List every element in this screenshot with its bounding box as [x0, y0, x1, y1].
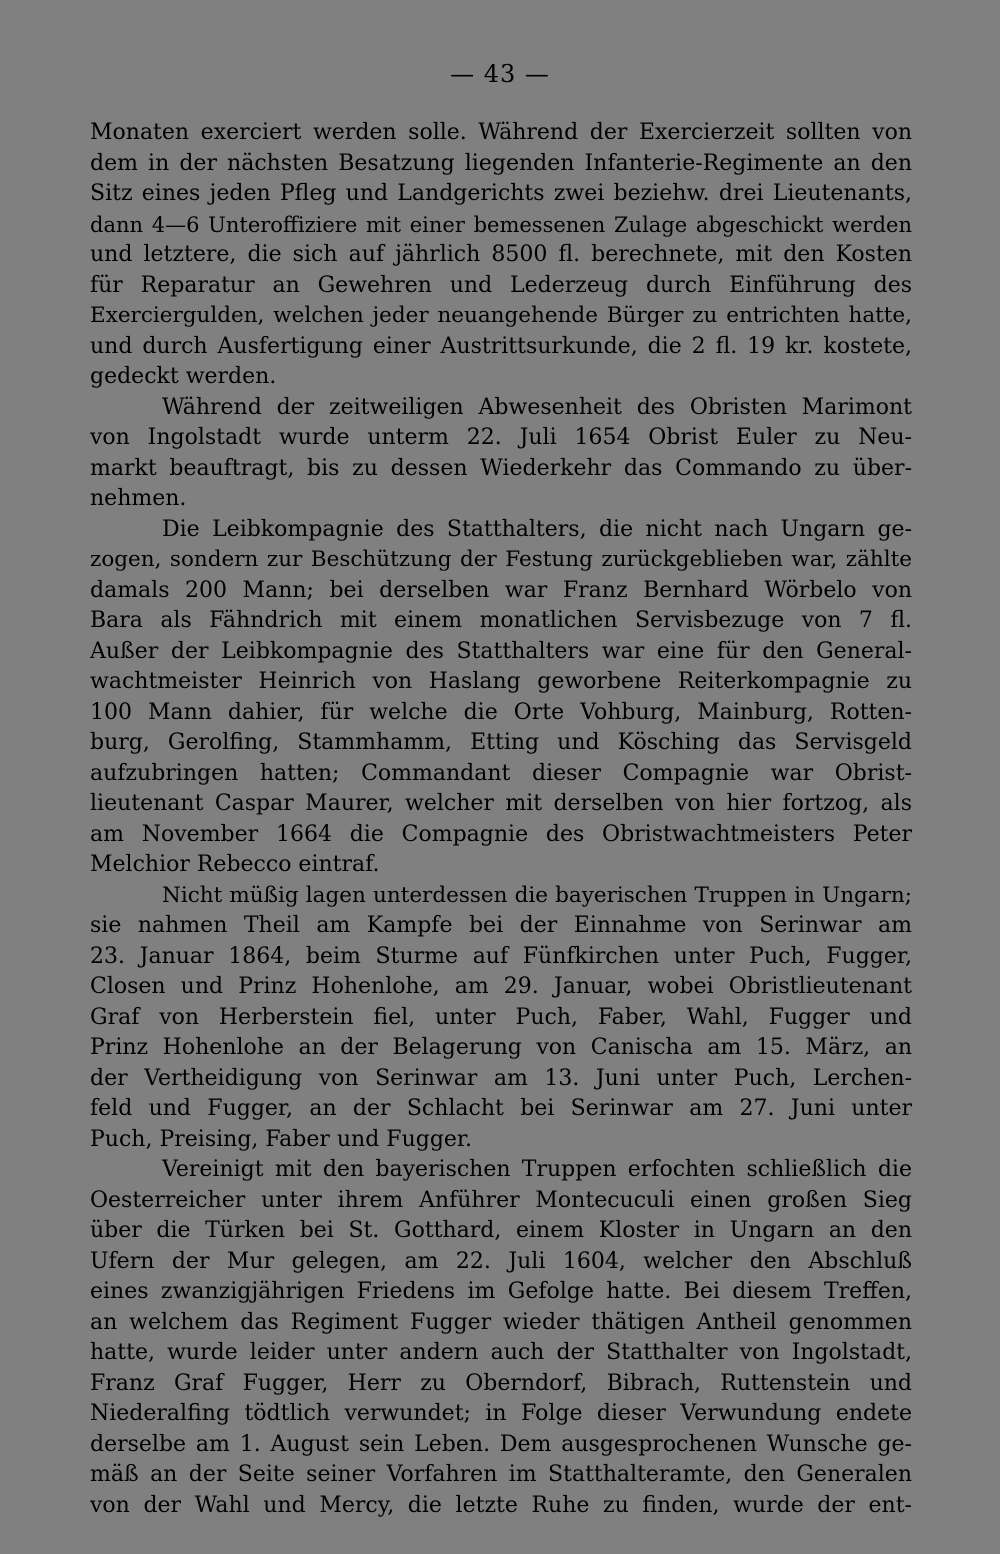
text-line: hatte, wurde leider unter andern auch der Statthalter von Ingolstadt,	[90, 1340, 912, 1365]
page-number: — 43 —	[450, 60, 550, 88]
text-line: und durch Ausfertigung einer Austrittsurkunde, die 2 fl. 19 kr. kostete,	[90, 333, 912, 359]
text-line: zogen, sondern zur Beschützung der Festung zurückgeblieben war, zählte	[90, 547, 912, 572]
text-line: nehmen.	[90, 486, 187, 511]
text-line: für Reparatur an Gewehren und Lederzeug durch Einführung des	[90, 272, 912, 298]
text-line: Oesterreicher unter ihrem Anführer Montecuculi einen großen Sieg	[90, 1187, 912, 1213]
text-line: Bara als Fähndrich mit einem monatlichen Servisbezuge von 7 fl.	[90, 608, 912, 633]
text-line: der Vertheidigung von Serinwar am 13. Juni unter Puch, Lerchen-	[90, 1065, 912, 1091]
text-line: Die Leibkompagnie des Statthalters, die nicht nach Ungarn ge-	[162, 516, 912, 542]
text-line: Außer der Leibkompagnie des Statthalters war eine für den General-	[90, 638, 912, 664]
text-line: gedeckt werden.	[90, 364, 277, 389]
text-line: dem in der nächsten Besatzung liegenden Infanterie-Regimente an den	[90, 150, 912, 176]
body-text	[90, 118, 912, 1521]
text-line: Exerciergulden, welchen jeder neuangehende Bürger zu entrichten hatte,	[90, 303, 912, 328]
text-line: über die Türken bei St. Gotthard, einem Kloster in Ungarn an den	[90, 1218, 912, 1243]
text-line: 23. Januar 1864, beim Sturme auf Fünfkirchen unter Puch, Fugger,	[90, 943, 912, 969]
text-line: sie nahmen Theil am Kampfe bei der Einnahme von Serinwar am	[90, 913, 912, 938]
text-line: eines zwanzigjährigen Friedens im Gefolge hatte. Bei diesem Treffen,	[90, 1279, 912, 1304]
text-line: Melchior Rebecco eintraf.	[90, 852, 380, 877]
text-line: burg, Gerolfing, Stammhamm, Etting und Kösching das Servisgeld	[90, 730, 912, 755]
text-line: Closen und Prinz Hohenlohe, am 29. Januar, wobei Obristlieutenant	[90, 974, 912, 999]
text-line: Prinz Hohenlohe an der Belagerung von Canischa am 15. März, an	[90, 1035, 912, 1060]
text-line: und letztere, die sich auf jährlich 8500 fl. berechnete, mit den Kosten	[90, 242, 912, 267]
text-line: mäß an der Seite seiner Vorfahren im Statthalteramte, den Generalen	[90, 1462, 912, 1487]
text-line: dann 4—6 Unteroffiziere mit einer bemessenen Zulage abgeschickt werden	[90, 212, 912, 237]
text-line: Graf von Herberstein fiel, unter Puch, Faber, Wahl, Fugger und	[90, 1004, 912, 1030]
text-line: am November 1664 die Compagnie des Obristwachtmeisters Peter	[90, 821, 912, 847]
text-line: derselbe am 1. August sein Leben. Dem ausgesprochenen Wunsche ge-	[90, 1431, 912, 1457]
text-line: Nicht müßig lagen unterdessen die bayerischen Truppen in Ungarn;	[162, 882, 912, 908]
text-line: feld und Fugger, an der Schlacht bei Serinwar am 27. Juni unter	[90, 1096, 912, 1121]
text-line: damals 200 Mann; bei derselben war Franz Bernhard Wörbelo von	[90, 577, 912, 603]
text-line: Sitz eines jeden Pfleg und Landgerichts zwei beziehw. drei Lieutenants,	[90, 181, 912, 206]
text-line: lieutenant Caspar Maurer, welcher mit derselben von hier fortzog, als	[90, 791, 912, 816]
text-line: Franz Graf Fugger, Herr zu Oberndorf, Bibrach, Ruttenstein und	[90, 1370, 912, 1396]
text-line: wachtmeister Heinrich von Haslang geworbene Reiterkompagnie zu	[90, 669, 912, 694]
text-line: 100 Mann dahier, für welche die Orte Vohburg, Mainburg, Rotten-	[90, 699, 912, 725]
text-line: von Ingolstadt wurde unterm 22. Juli 1654 Obrist Euler zu Neu-	[90, 425, 912, 450]
text-line: aufzubringen hatten; Commandant dieser Compagnie war Obrist-	[90, 760, 912, 786]
text-line: Puch, Preising, Faber und Fugger.	[90, 1126, 473, 1152]
text-line: Vereinigt mit den bayerischen Truppen erfochten schließlich die	[162, 1157, 912, 1182]
text-line: markt beauftragt, bis zu dessen Wiederkehr das Commando zu über-	[90, 455, 912, 481]
text-line: Niederalfing tödtlich verwundet; in Folge dieser Verwundung endete	[90, 1401, 912, 1426]
text-line: Monaten exerciert werden solle. Während der Exercierzeit sollten von	[90, 120, 912, 145]
text-line: Während der zeitweiligen Abwesenheit des Obristen Marimont	[162, 394, 912, 420]
text-line: Ufern der Mur gelegen, am 22. Juli 1604, welcher den Abschluß	[90, 1248, 912, 1274]
text-line: von der Wahl und Mercy, die letzte Ruhe zu finden, wurde der ent-	[90, 1492, 912, 1518]
text-line: an welchem das Regiment Fugger wieder thätigen Antheil genommen	[90, 1309, 912, 1335]
